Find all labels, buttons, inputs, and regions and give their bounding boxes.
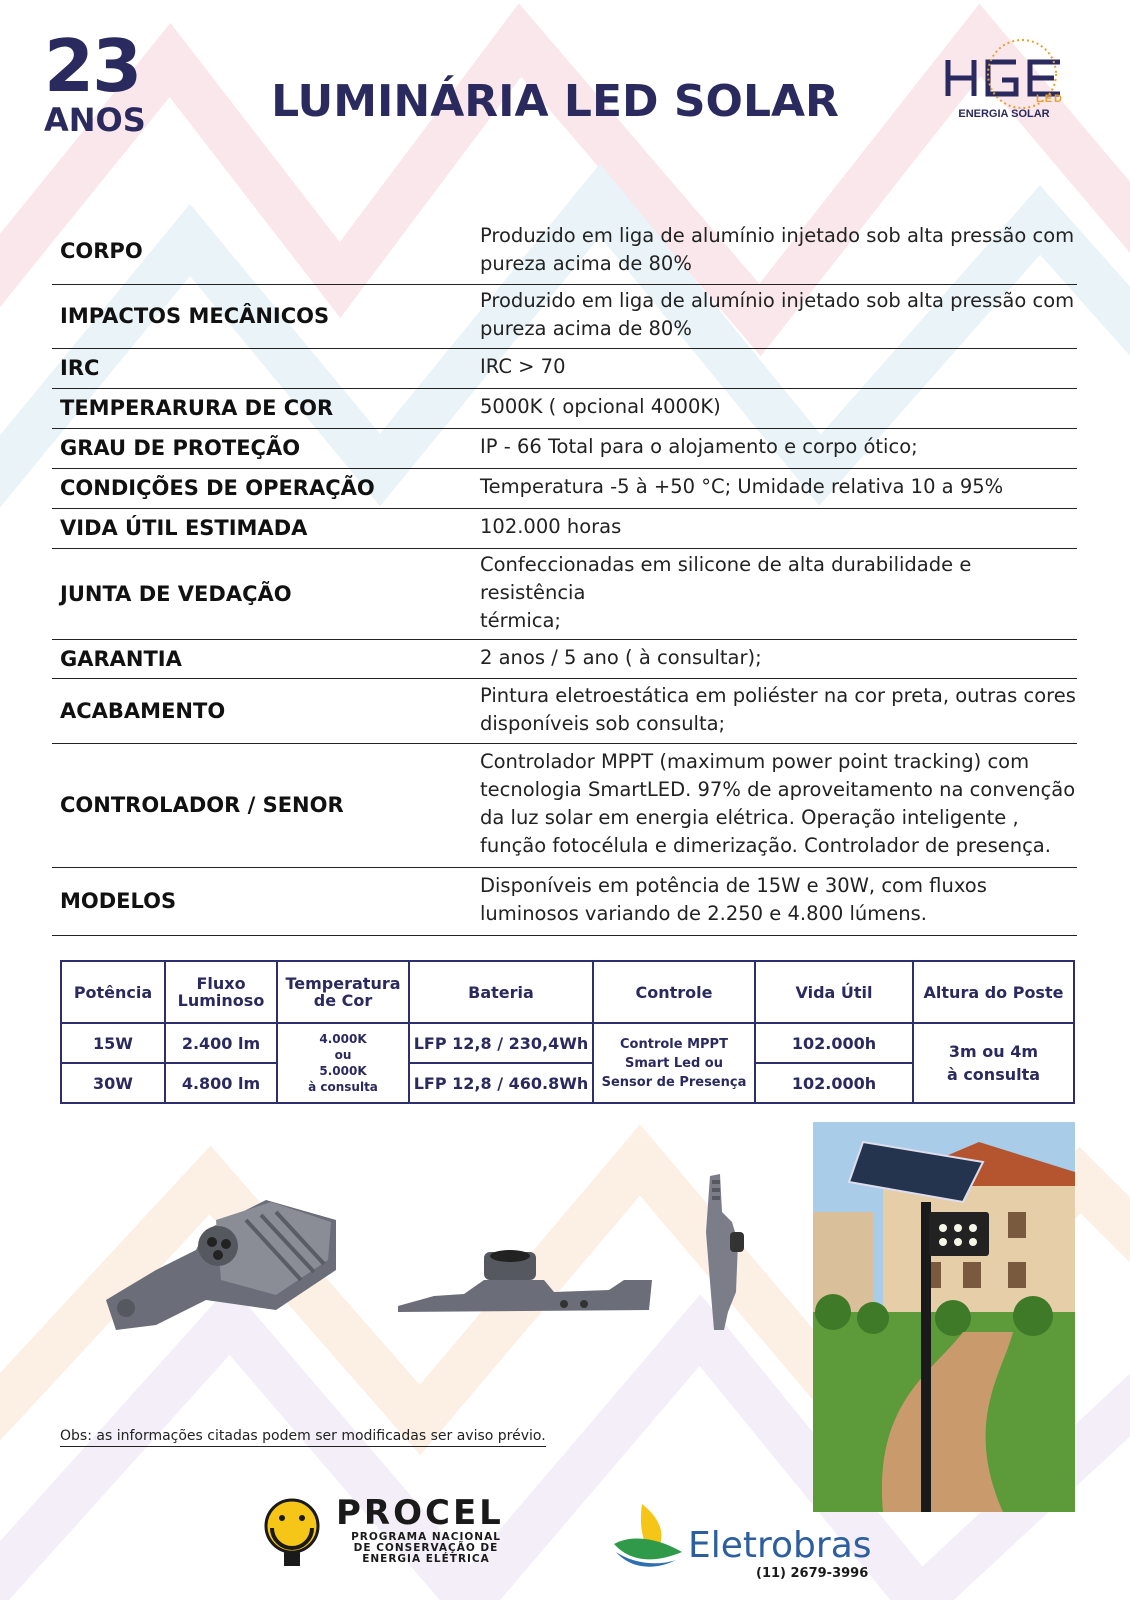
procel-bulb-icon [262,1498,322,1570]
cell-potencia: 15W [61,1023,165,1063]
cell-bateria: LFP 12,8 / 230,4Wh [409,1023,593,1063]
spec-row [52,678,1077,743]
spec-value: 5000K ( opcional 4000K) [480,388,1077,428]
spec-row [52,428,1077,468]
spec-label: IRC [52,348,480,388]
spec-row [52,284,1077,348]
spec-row [52,743,1077,867]
table-row [61,1023,1074,1063]
spec-value: Confeccionadas em silicone de alta durabilidade e resistência térmica; [480,548,1077,639]
spec-row [52,388,1077,428]
models-table [60,960,1075,1104]
years-label: ANOS [44,101,146,139]
disclaimer-note: Obs: as informações citadas podem ser modificadas ser aviso prévio. [60,1428,546,1447]
header-potencia: Potência [61,961,165,1023]
cell-bateria: LFP 12,8 / 460.8Wh [409,1063,593,1103]
spec-label: ACABAMENTO [52,678,480,743]
cell-vida-util: 102.000h [755,1023,913,1063]
spec-label: JUNTA DE VEDAÇÃO [52,548,480,639]
eletrobras-icon [612,1504,684,1568]
spec-label: CORPO [52,218,480,284]
spec-table [52,218,1077,936]
header-bateria: Bateria [409,961,593,1023]
svg-text:LED: LED [1036,93,1064,105]
spec-row [52,468,1077,508]
header-fluxo: Fluxo Luminoso [165,961,277,1023]
solar-street-light-photo [813,1122,1075,1512]
spec-value: Disponíveis em potência de 15W e 30W, com fluxos luminosos variando de 2.250 e 4.800 lúmens. [480,867,1077,935]
cell-vida-util: 102.000h [755,1063,913,1103]
luminaire-perspective-image [96,1160,346,1340]
contact-phone: (11) 2679-3996 [756,1566,869,1581]
spec-value: IRC > 70 [480,348,1077,388]
models-header-row [61,961,1074,1023]
spec-label: MODELOS [52,867,480,935]
cell-fluxo: 2.400 lm [165,1023,277,1063]
cell-fluxo: 4.800 lm [165,1063,277,1103]
spec-row [52,548,1077,639]
cell-temperatura: 4.000K ou 5.000K à consulta [277,1023,409,1103]
spec-value: IP - 66 Total para o alojamento e corpo ótico; [480,428,1077,468]
spec-row [52,348,1077,388]
cell-controle: Controle MPPT Smart Led ou Sensor de Presença [593,1023,755,1103]
spec-label: TEMPERARURA DE COR [52,388,480,428]
spec-row [52,867,1077,935]
page-title: LUMINÁRIA LED SOLAR [271,76,839,127]
years-number: 23 [44,24,141,108]
logo-subtitle: ENERGIA SOLAR [958,108,1050,120]
procel-title: PROCEL [336,1493,504,1533]
spec-row [52,218,1077,284]
spec-label: IMPACTOS MECÂNICOS [52,284,480,348]
cell-potencia: 30W [61,1063,165,1103]
spec-value: Temperatura -5 à +50 °C; Umidade relativa 10 a 95% [480,468,1077,508]
spec-row [52,639,1077,678]
spec-value: Pintura eletroestática em poliéster na cor preta, outras cores disponíveis sob consulta; [480,678,1077,743]
spec-value: Controlador MPPT (maximum power point tracking) com tecnologia SmartLED. 97% de aproveitamento na convenção da luz solar em energia elétrica. Operação inteligente , função fotocélula e dimerização. Controlador de presença. [480,743,1077,867]
header-controle: Controle [593,961,755,1023]
spec-label: GRAU DE PROTEÇÃO [52,428,480,468]
header-altura: Altura do Poste [913,961,1074,1023]
eletrobras-name: Eletrobras [688,1525,872,1566]
spec-row [52,508,1077,548]
spec-label: CONDIÇÕES DE OPERAÇÃO [52,468,480,508]
spec-value: Produzido em liga de alumínio injetado sob alta pressão com pureza acima de 80% [480,284,1077,348]
procel-subtitle: PROGRAMA NACIONAL DE CONSERVAÇÃO DE ENERGIA ELÉTRICA [351,1531,501,1565]
header-vida-util: Vida Útil [755,961,913,1023]
spec-label: VIDA ÚTIL ESTIMADA [52,508,480,548]
spec-label: CONTROLADOR / SENOR [52,743,480,867]
cell-altura: 3m ou 4m à consulta [913,1023,1074,1103]
spec-value: 2 anos / 5 ano ( à consultar); [480,639,1077,678]
spec-label: GARANTIA [52,639,480,678]
luminaire-side-image [394,1240,656,1330]
spec-value: Produzido em liga de alumínio injetado sob alta pressão com pureza acima de 80% [480,218,1077,284]
header-temperatura: Temperatura de Cor [277,961,409,1023]
luminaire-profile-image [702,1172,750,1332]
spec-value: 102.000 horas [480,508,1077,548]
